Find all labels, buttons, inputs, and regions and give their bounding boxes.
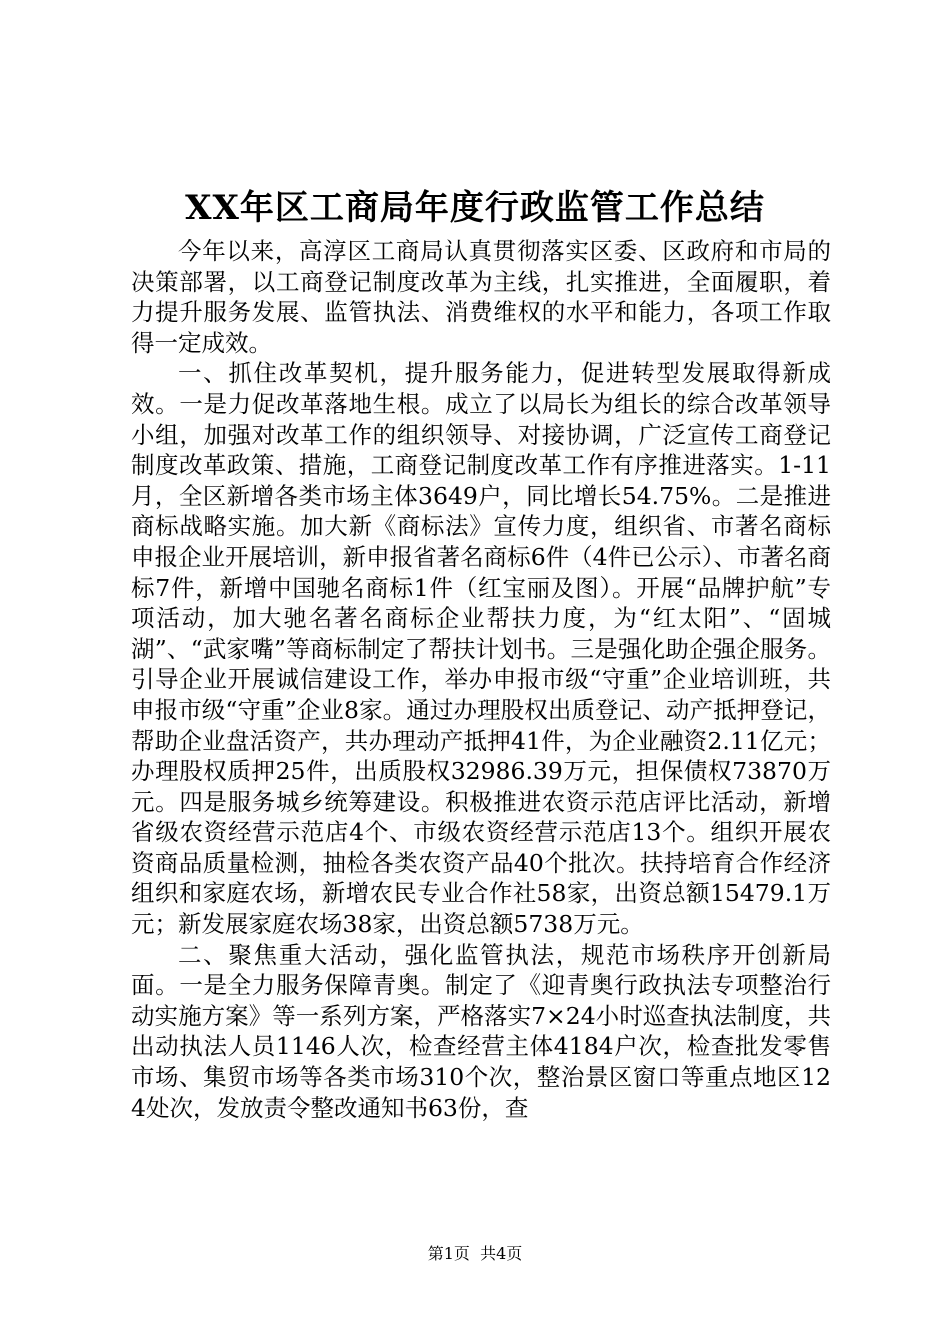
paragraph-section-one: 一、抓住改革契机，提升服务能力，促进转型发展取得新成效。一是力促改革落地生根。成立了以局长为组长的综合改革领导小组，加强对改革工作的组织领导、对接协调，广泛宣传工商登记制度改革政策、措施，工商登记制度改革工作有序推进落实。1-11月，全区新增各类市场主体3649户，同比增长54.75%。二是推进商标战略实施。加大新《商标法》宣传力度，组织省、市著名商标申报企业开展培训，新申报省著名商标6件（4件已公示）、市著名商标7件，新增中国驰名商标1件（红宝丽及图）。开展“品牌护航”专项活动，加大驰名著名商标企业帮扶力度，为“红太阳”、“固城湖”、“武家嘴”等商标制定了帮扶计划书。三是强化助企强企服务。引导企业开展诚信建设工作，举办申报市级“守重”企业培训班，共申报市级“守重”企业8家。通过办理股权出质登记、动产抵押登记，帮助企业盘活资产，共办理动产抵押41件，为企业融资2.11亿元；办理股权质押25件，出质股权32986.39万元，担保债权73870万元。四是服务城乡统筹建设。积极推进农资示范店评比活动，新增省级农资经营示范店4个、市级农资经营示范店13个。组织开展农资商品质量检测，抽检各类农资产品40个批次。扶持培育合作经济组织和家庭农场，新增农民专业合作社58家，出资总额15479.1万元；新发展家庭农场38家，出资总额5738万元。 bbox=[131, 359, 831, 939]
page-footer: 第1页 共4页 bbox=[427, 1244, 523, 1263]
document-body bbox=[131, 236, 831, 1123]
document-title: XX年区工商局年度行政监管工作总结 bbox=[185, 188, 765, 228]
paragraph-intro: 今年以来，高淳区工商局认真贯彻落实区委、区政府和市局的决策部署，以工商登记制度改革为主线，扎实推进，全面履职，着力提升服务发展、监管执法、消费维权的水平和能力，各项工作取得一定成效。 bbox=[131, 237, 831, 357]
paragraph-section-two: 二、聚焦重大活动，强化监管执法，规范市场秩序开创新局面。一是全力服务保障青奥。制定了《迎青奥行政执法专项整治行动实施方案》等一系列方案，严格落实7×24小时巡查执法制度，共出动执法人员1146人次，检查经营主体4184户次，检查批发零售市场、集贸市场等各类市场310个次，整治景区窗口等重点地区124处次，发放责令整改通知书63份，查 bbox=[131, 940, 831, 1122]
